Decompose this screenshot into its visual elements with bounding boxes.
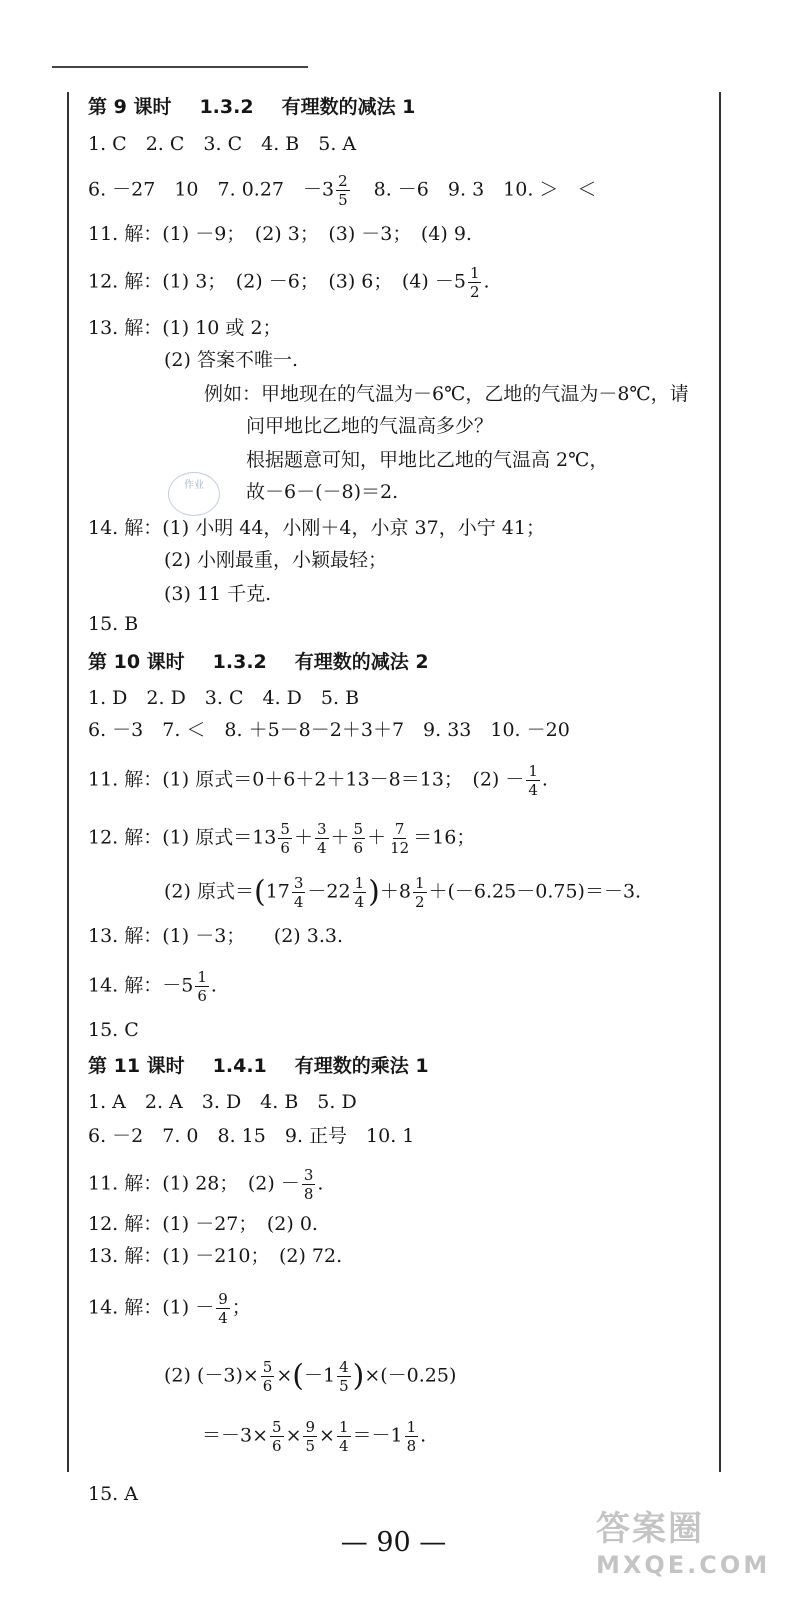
answer-line: 13. 解：(1) －210； (2) 72.	[88, 1245, 343, 1267]
page-number: — 90 —	[340, 1527, 447, 1558]
lesson9-number: 第 9 课时	[88, 96, 172, 118]
watermark-title: 答案圈	[596, 1509, 704, 1549]
answer-line: 13. 解：(1) 10 或 2；	[88, 317, 282, 339]
watermark-url: MXQE.COM	[596, 1551, 771, 1579]
answer-line: 故－6－(－8)＝2.	[246, 481, 399, 503]
answer-line: 15. C	[88, 1019, 139, 1041]
answer-line: 6. －27 10 7. 0.27 －3 $\frac{2}{5}$ 8. －6 9. 3 10. ＞ ＜	[88, 172, 597, 209]
answer-line: 1. C 2. C 3. C 4. B 5. A	[88, 133, 357, 155]
lesson11-section: 1.4.1	[212, 1055, 267, 1077]
fraction: $\frac{1}{4}$	[354, 874, 365, 911]
answer-line: 11. 解：(1) 原式＝0＋6＋2＋13－8＝13； (2) － $\frac{1}{4}$ .	[88, 762, 548, 799]
fraction: $\frac{1}{2}$	[469, 264, 480, 301]
fraction: $\frac{9}{4}$	[218, 1290, 228, 1327]
answer-line: 6. －2 7. 0 8. 15 9. 正号 10. 1	[88, 1125, 415, 1147]
lesson11-number: 第 11 课时	[88, 1055, 185, 1077]
answer-line: 6. －3 7. ＜ 8. ＋5－8－2＋3＋7 9. 33 10. －20	[88, 719, 570, 741]
answer-line: 11. 解：(1) －9； (2) 3； (3) －3； (4) 9.	[88, 223, 472, 245]
left-margin-rule	[67, 92, 69, 1472]
lesson10-number: 第 10 课时	[88, 651, 185, 673]
answer-line: 12. 解：(1) 3； (2) －6； (3) 6； (4) －5 $\frac{1}{2}$ .	[88, 264, 490, 301]
answer-line: (2) 小刚最重，小颖最轻；	[164, 549, 387, 571]
answer-line: 14. 解：(1) － $\frac{9}{4}$ ；	[88, 1290, 251, 1327]
lesson11-topic: 有理数的乘法 1	[294, 1055, 429, 1077]
answer-line: 12. 解：(1) －27； (2) 0.	[88, 1213, 318, 1235]
lesson9-topic: 有理数的减法 1	[281, 96, 416, 118]
fraction: $\frac{3}{4}$	[293, 874, 304, 911]
fraction: $\frac{1}{8}$	[406, 1418, 417, 1455]
fraction: $\frac{1}{2}$	[414, 874, 425, 911]
answer-line: 15. A	[88, 1483, 138, 1505]
answer-line: (2) 原式＝(17 $\frac{3}{4}$ －22 $\frac{1}{4}$ )＋8 $\frac{1}{2}$ ＋(－6.25－0.75)＝－3.	[164, 874, 642, 911]
lesson10-heading	[88, 648, 429, 676]
fraction: $\frac{9}{5}$	[305, 1418, 316, 1455]
answer-line: 13. 解：(1) －3； (2) 3.3.	[88, 925, 344, 947]
fraction: $\frac{2}{5}$	[338, 172, 348, 209]
answer-line: (3) 11 千克.	[164, 583, 272, 605]
answer-line: 11. 解：(1) 28； (2) － $\frac{3}{8}$ .	[88, 1166, 324, 1203]
right-margin-rule	[719, 92, 721, 1472]
fraction: $\frac{1}{4}$	[338, 1418, 349, 1455]
lesson10-section: 1.3.2	[212, 651, 267, 673]
fraction: $\frac{5}{6}$	[280, 820, 290, 857]
answer-line: (2) 答案不唯一.	[164, 349, 298, 371]
fraction: $\frac{5}{6}$	[272, 1418, 282, 1455]
fraction: $\frac{5}{6}$	[262, 1358, 273, 1395]
site-watermark	[596, 1508, 776, 1588]
fraction: $\frac{4}{5}$	[339, 1358, 349, 1395]
answer-line: 1. D 2. D 3. C 4. D 5. B	[88, 687, 360, 709]
answer-line: 12. 解：(1) 原式＝13 $\frac{5}{6}$ ＋ $\frac{3}{4}$ ＋ $\frac{5}{6}$ ＋ $\frac{7}{12}$ ＝16；	[88, 820, 476, 857]
top-rule	[52, 66, 308, 68]
answer-line: 根据题意可知，甲地比乙地的气温高 2℃，	[246, 449, 609, 471]
fraction: $\frac{3}{4}$	[316, 820, 327, 857]
answer-line: 例如：甲地现在的气温为－6℃，乙地的气温为－8℃，请	[204, 383, 689, 405]
lesson9-heading	[88, 93, 415, 121]
fraction: $\frac{3}{8}$	[303, 1166, 314, 1203]
ink-stamp: 作业	[168, 472, 220, 516]
lesson11-heading	[88, 1052, 429, 1080]
fraction: $\frac{7}{12}$	[390, 820, 410, 857]
answer-line: 问甲地比乙地的气温高多少？	[246, 415, 494, 437]
answer-line: (2) (－3)× $\frac{5}{6}$ ×(－1 $\frac{4}{5}$ )×(－0.25)	[164, 1358, 457, 1395]
answer-line: ＝－3× $\frac{5}{6}$ × $\frac{9}{5}$ × $\frac{1}{4}$ ＝－1 $\frac{1}{8}$ .	[202, 1418, 427, 1455]
answer-line: 14. 解：－5 $\frac{1}{6}$ .	[88, 968, 217, 1005]
lesson9-section: 1.3.2	[199, 96, 254, 118]
fraction: $\frac{5}{6}$	[353, 820, 364, 857]
answer-line: 1. A 2. A 3. D 4. B 5. D	[88, 1091, 357, 1113]
fraction: $\frac{1}{6}$	[197, 968, 207, 1005]
answer-line: 15. B	[88, 613, 139, 635]
fraction: $\frac{1}{4}$	[528, 762, 538, 799]
answer-line: 14. 解：(1) 小明 44，小刚＋4，小京 37，小宁 41；	[88, 517, 545, 539]
lesson10-topic: 有理数的减法 2	[294, 651, 429, 673]
